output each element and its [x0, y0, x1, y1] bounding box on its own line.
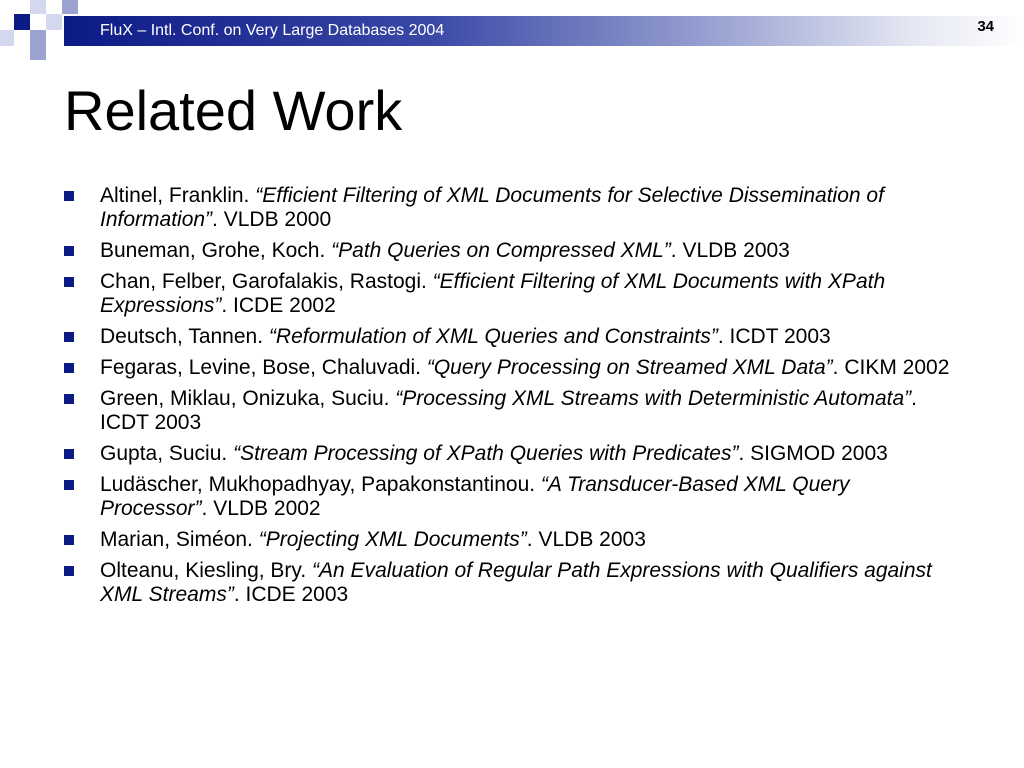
header-title: FluX – Intl. Conf. on Very Large Databases 2004	[100, 22, 445, 39]
ref-venue: . VLDB 2002	[201, 497, 321, 520]
list-item	[62, 184, 962, 232]
slide-number: 34	[977, 18, 994, 35]
bullet-icon	[64, 332, 74, 342]
ref-authors: Deutsch, Tannen.	[100, 325, 269, 348]
list-item	[62, 473, 962, 521]
ref-title: “Path Queries on Compressed XML”	[331, 239, 671, 262]
bullet-icon	[64, 566, 74, 576]
ref-authors: Altinel, Franklin.	[100, 184, 256, 207]
deco-square	[46, 14, 62, 30]
bullet-icon	[64, 394, 74, 404]
ref-venue: . ICDT 2003	[100, 387, 917, 434]
ref-authors: Buneman, Grohe, Koch.	[100, 239, 332, 262]
list-item	[62, 239, 962, 263]
bullet-icon	[64, 480, 74, 490]
ref-title: “Efficient Filtering of XML Documents with XPath Expressions”	[100, 270, 886, 317]
ref-title: “Stream Processing of XPath Queries with Predicates”	[233, 442, 739, 465]
bullet-icon	[64, 449, 74, 459]
ref-venue: . VLDB 2003	[670, 239, 790, 262]
list-item	[62, 356, 962, 380]
ref-authors: Marian, Siméon.	[100, 528, 259, 551]
list-item	[62, 387, 962, 435]
ref-authors: Fegaras, Levine, Bose, Chaluvadi.	[100, 356, 427, 379]
ref-venue: . VLDB 2000	[212, 208, 332, 231]
ref-title: “Projecting XML Documents”	[258, 528, 527, 551]
list-item	[62, 325, 962, 349]
ref-authors: Chan, Felber, Garofalakis, Rastogi.	[100, 270, 433, 293]
reference-list	[62, 184, 962, 614]
ref-title: “Reformulation of XML Queries and Constraints”	[268, 325, 718, 348]
ref-authors: Olteanu, Kiesling, Bry.	[100, 559, 313, 582]
deco-square	[62, 0, 78, 14]
ref-venue: . VLDB 2003	[526, 528, 646, 551]
bullet-icon	[64, 277, 74, 287]
list-item	[62, 270, 962, 318]
ref-authors: Gupta, Suciu.	[100, 442, 234, 465]
bullet-icon	[64, 535, 74, 545]
deco-square	[0, 30, 14, 46]
deco-square	[30, 30, 46, 46]
deco-square	[30, 46, 46, 60]
bullet-icon	[64, 191, 74, 201]
page-title: Related Work	[64, 79, 403, 142]
ref-venue: . ICDE 2003	[233, 583, 349, 606]
ref-title: “Processing XML Streams with Deterministic Automata”	[395, 387, 912, 410]
list-item	[62, 528, 962, 552]
ref-authors: Ludäscher, Mukhopadhyay, Papakonstantinou.	[100, 473, 541, 496]
ref-title: “Efficient Filtering of XML Documents for Selective Dissemination of Information”	[100, 184, 884, 231]
list-item	[62, 442, 962, 466]
ref-venue: . CIKM 2002	[832, 356, 950, 379]
deco-square	[30, 0, 46, 14]
ref-venue: . ICDT 2003	[717, 325, 831, 348]
bullet-icon	[64, 246, 74, 256]
ref-title: “Query Processing on Streamed XML Data”	[426, 356, 833, 379]
list-item	[62, 559, 962, 607]
deco-square	[14, 14, 30, 30]
ref-venue: . SIGMOD 2003	[738, 442, 888, 465]
ref-venue: . ICDE 2002	[221, 294, 336, 317]
ref-title: “A Transducer-Based XML Query Processor”	[100, 473, 850, 520]
ref-authors: Green, Miklau, Onizuka, Suciu.	[100, 387, 396, 410]
bullet-icon	[64, 363, 74, 373]
ref-title: “An Evaluation of Regular Path Expressions with Qualifiers against XML Streams”	[100, 559, 932, 606]
